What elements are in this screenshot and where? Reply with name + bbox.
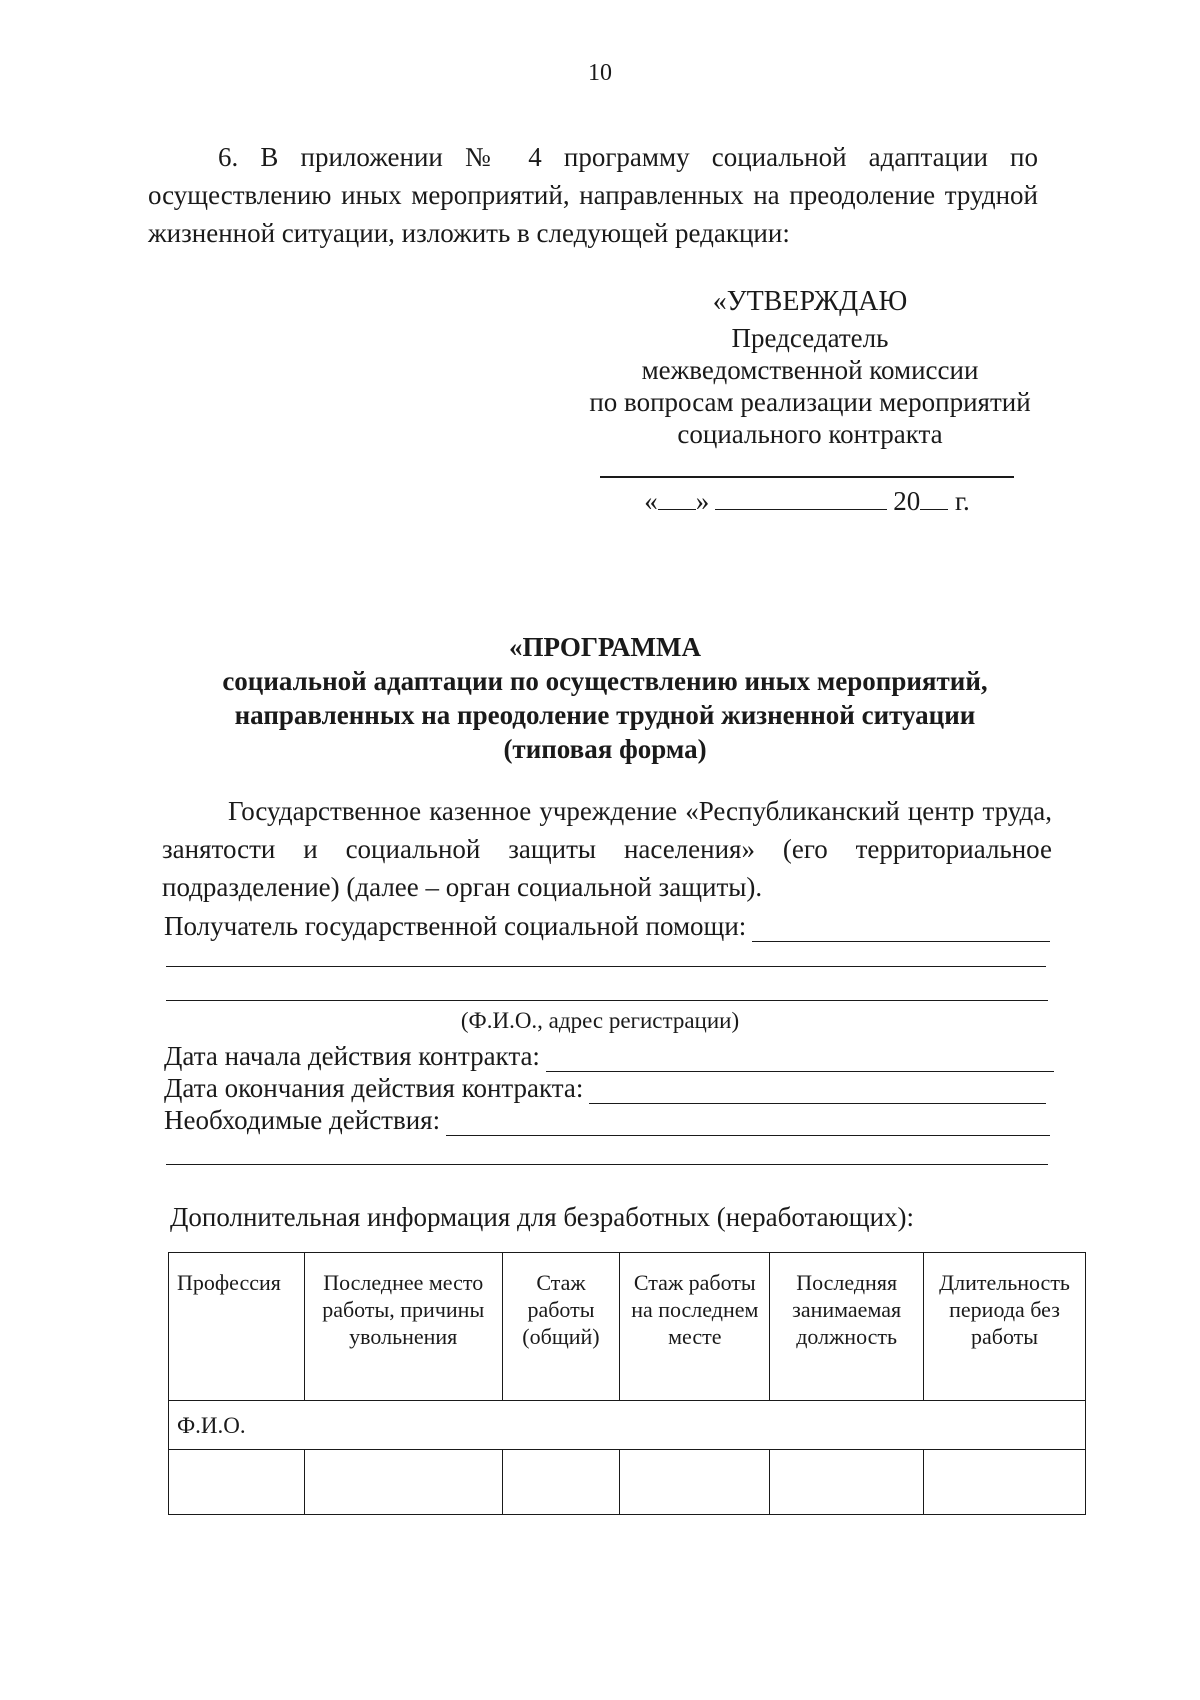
date-quote-open: «	[644, 486, 658, 516]
actions-field	[164, 1104, 1050, 1136]
recipient-blank-line-2	[166, 966, 1046, 967]
table-row	[169, 1450, 1086, 1515]
actions-blank	[446, 1111, 1050, 1136]
table-cell	[770, 1450, 924, 1515]
program-title-line: (типовая форма)	[503, 734, 707, 764]
start-date-field	[164, 1040, 1054, 1072]
year-blank	[920, 487, 948, 510]
table-header-cell: Профессия	[169, 1253, 305, 1401]
approval-heading: «УТВЕРЖДАЮ	[712, 286, 908, 317]
intro-paragraph: 6. В приложении № 4 программу социальной адаптации по осуществлению иных мероприятий, направленных на преодоление трудной жизненной ситуации, изложить в следующей редакции:	[148, 142, 1038, 248]
table-cell	[169, 1450, 305, 1515]
recipient-blank-line-3	[166, 1000, 1048, 1001]
month-blank	[715, 487, 887, 510]
date-year-suffix: г.	[954, 486, 970, 516]
date-year-prefix: 20	[893, 486, 921, 516]
date-quote-close: »	[695, 486, 710, 516]
end-date-blank	[589, 1079, 1046, 1104]
approval-line: социального контракта	[677, 419, 943, 449]
approval-line: по вопросам реализации мероприятий	[589, 387, 1031, 417]
unemployed-info-table	[168, 1252, 1086, 1515]
start-date-label: Дата начала действия контракта:	[164, 1041, 540, 1071]
program-title-line: «ПРОГРАММА	[508, 632, 702, 662]
table-row-fio	[169, 1401, 1086, 1450]
end-date-field	[164, 1072, 1046, 1104]
approval-line: межведомственной комиссии	[641, 355, 979, 385]
approval-block	[560, 286, 1060, 450]
approval-line: Председатель	[731, 323, 889, 353]
actions-label: Необходимые действия:	[164, 1105, 441, 1135]
recipient-blank	[752, 917, 1050, 942]
program-title-line: направленных на преодоление трудной жизненной ситуации	[234, 700, 976, 730]
actions-blank-line-2	[166, 1164, 1048, 1165]
table-header-cell: Стаж работы (общий)	[502, 1253, 620, 1401]
program-title-line: социальной адаптации по осуществлению иных мероприятий,	[222, 666, 988, 696]
recipient-label: Получатель государственной социальной помощи:	[164, 911, 747, 941]
program-title	[150, 630, 1060, 766]
fio-cell: Ф.И.О.	[169, 1401, 1086, 1450]
recipient-caption: (Ф.И.О., адрес регистрации)	[460, 1008, 740, 1033]
table-header-cell: Последнее место работы, причины увольнения	[304, 1253, 502, 1401]
table-cell	[620, 1450, 770, 1515]
table-header-cell: Длительность периода без работы	[924, 1253, 1086, 1401]
end-date-label: Дата окончания действия контракта:	[164, 1073, 584, 1103]
table-header-row	[169, 1253, 1086, 1401]
table-header-cell: Последняя занимаемая должность	[770, 1253, 924, 1401]
start-date-blank	[546, 1047, 1054, 1072]
extra-info-label: Дополнительная информация для безработных (неработающих):	[170, 1202, 915, 1232]
table-cell	[304, 1450, 502, 1515]
page-number: 10	[588, 60, 612, 86]
table-cell	[924, 1450, 1086, 1515]
table-cell	[502, 1450, 620, 1515]
recipient-field	[164, 910, 1050, 942]
table-header-cell: Стаж работы на последнем месте	[620, 1253, 770, 1401]
organization-paragraph: Государственное казенное учреждение «Республиканский центр труда, занятости и социальной защиты населения» (его территориальное подразделение) (далее – орган социальной защиты).	[162, 796, 1052, 902]
signature-line	[600, 476, 1014, 478]
approval-date-line	[600, 486, 1014, 517]
day-blank	[658, 487, 696, 510]
